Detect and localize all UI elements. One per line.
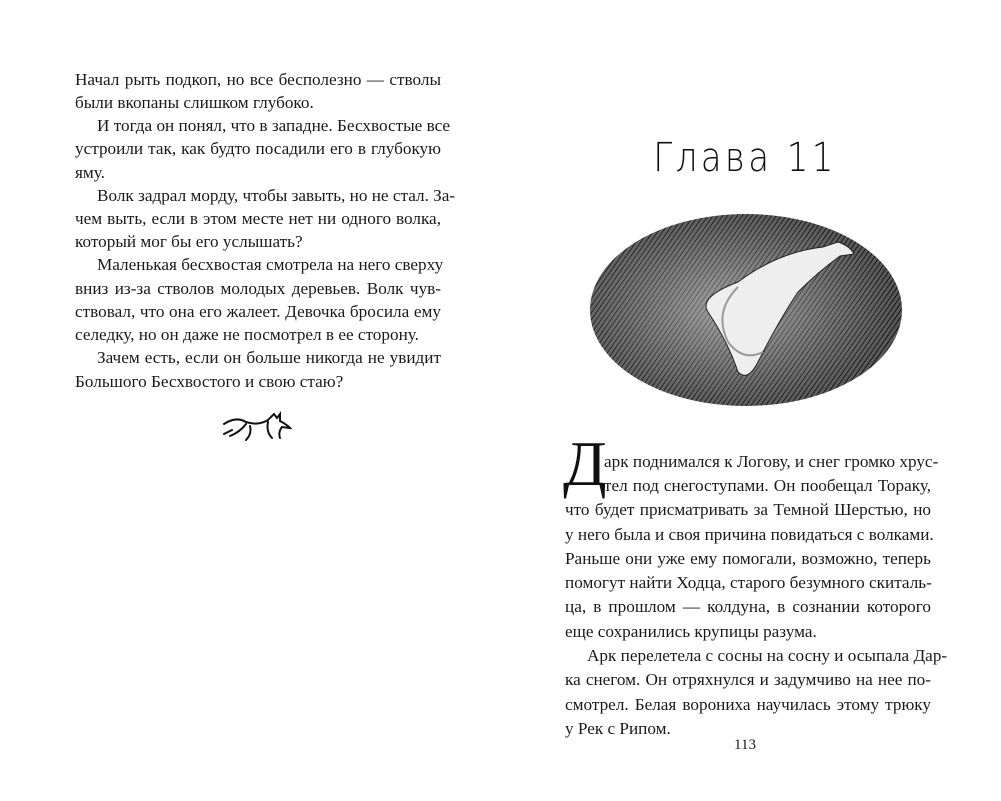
- text-line: селедку, но он даже не посмотрел в ее сторону.: [75, 325, 419, 344]
- text-line: еще сохранились крупицы разума.: [565, 622, 817, 641]
- text-line: Начал рыть подкоп, но все бесполезно — стволы: [75, 70, 441, 89]
- text-line: яму.: [75, 163, 105, 182]
- raven-illustration: [588, 212, 904, 408]
- text-line: Раньше они уже ему помогали, возможно, теперь: [565, 549, 931, 568]
- text-line: ствовал, что она его жалеет. Девочка бросила ему: [75, 302, 441, 321]
- text-line: Большого Бесхвостого и свою стаю?: [75, 372, 344, 391]
- page-number: 113: [734, 737, 756, 753]
- text-line: у него была и своя причина повидаться с волками.: [565, 525, 934, 544]
- text-line: помогут найти Ходца, старого безумного скиталь-: [565, 573, 932, 592]
- text-line: Маленькая бесхвостая смотрела на него сверху: [97, 255, 444, 274]
- text-line: который мог бы его услышать?: [75, 232, 303, 251]
- text-line: что будет присматривать за Темной Шерстью, но: [565, 500, 931, 519]
- text-line: ца, в прошлом — колдуна, в сознании которого: [565, 597, 931, 616]
- text-line: были вкопаны слишком глубоко.: [75, 93, 314, 112]
- drop-cap: Д: [563, 428, 607, 499]
- text-line: арк поднимался к Логову, и снег громко хрус-: [604, 452, 939, 471]
- chapter-title: Глава 11: [653, 135, 837, 181]
- text-line: устроили так, как будто посадили его в глубокую: [75, 139, 441, 158]
- text-line: тел под снегоступами. Он пообещал Тораку,: [604, 476, 931, 495]
- text-line: Арк перелетела с сосны на сосну и осыпала Дар-: [587, 646, 948, 665]
- text-line: И тогда он понял, что в западне. Бесхвостые все: [97, 116, 451, 135]
- text-line: вниз из-за стволов молодых деревьев. Волк чув-: [75, 279, 441, 298]
- text-line: ка снегом. Он отряхнулся и задумчиво на нее по-: [565, 670, 931, 689]
- text-line: Зачем есть, если он больше никогда не увидит: [97, 348, 441, 367]
- text-line: чем выть, если в этом месте нет ни одного волка,: [75, 209, 441, 228]
- text-line: Волк задрал морду, чтобы завыть, но не стал. За-: [97, 186, 456, 205]
- wolf-ornament-icon: [222, 408, 292, 442]
- text-line: у Рек с Рипом.: [565, 719, 671, 738]
- text-line: смотрел. Белая ворониха научилась этому трюку: [565, 695, 931, 714]
